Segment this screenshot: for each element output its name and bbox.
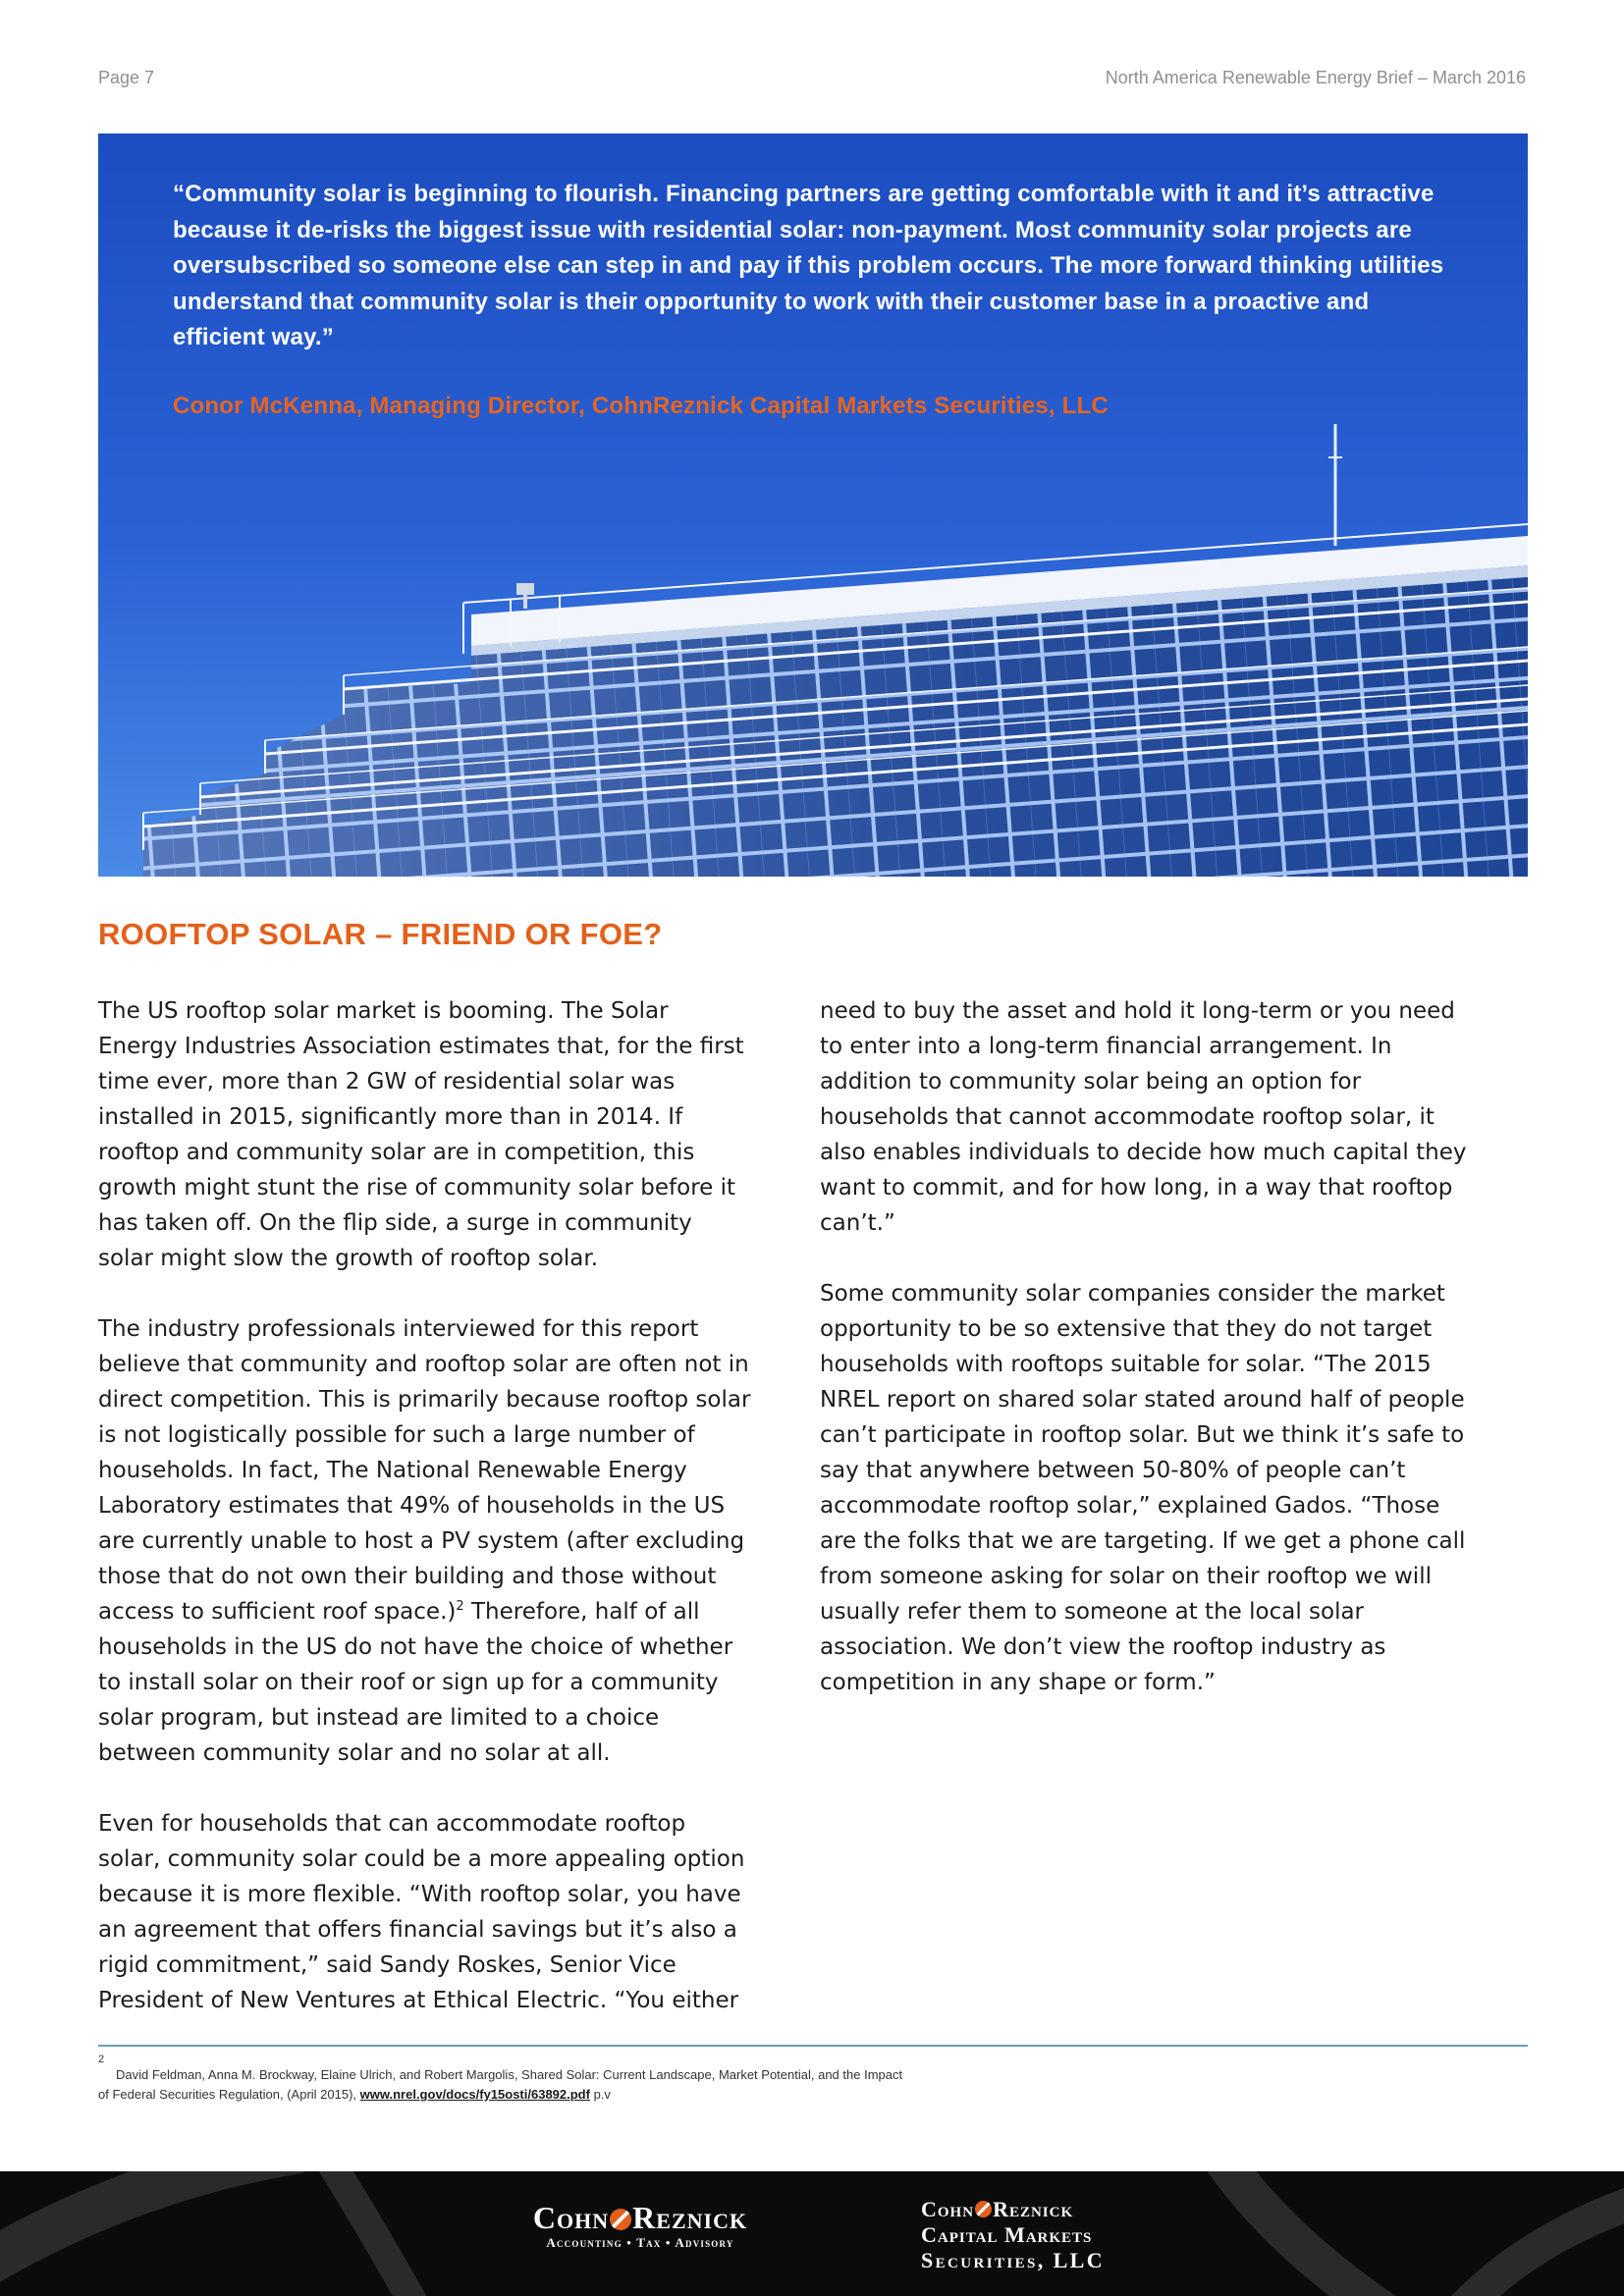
paragraph-1: The US rooftop solar market is booming. The Solar Energy Industries Association estimates that, for the first time ever, more than 2 GW of residential solar was installed in 2015, significantly more than in 2014. If rooftop and community solar are in competition, this growth might stunt the rise of community solar before it has taken off. On the flip side, a surge in community solar might slow the growth of rooftop solar.	[98, 998, 744, 1271]
securities-line: Securities, LLC	[921, 2248, 1105, 2272]
logo2-word-right: Reznick	[993, 2197, 1074, 2221]
footnote	[98, 2054, 903, 2105]
page-number: Page 7	[98, 68, 155, 87]
cohnreznick-tagline: Accounting • Tax • Advisory	[546, 2235, 734, 2250]
pull-quote-attribution: Conor McKenna, Managing Director, CohnReznick Capital Markets Securities, LLC	[173, 392, 1109, 419]
paragraph-2-text-a: The industry professionals interviewed for this report believe that community and rooftop solar are often not in direct competition. This is primarily because rooftop solar is not logistically possible for such a large number of households. In fact, The National Renewable Energy Laboratory estimates that 49% of households in the US are currently unable to host a PV system (after excluding those that do not own their building and those without access to sufficient roof space.)	[98, 1316, 751, 1625]
capital-markets-line: Capital Markets	[921, 2222, 1093, 2247]
logo2-word-left: Cohn	[921, 2197, 975, 2221]
capital-markets-wordmark	[921, 2197, 1147, 2222]
paragraph-3: Even for households that can accommodate rooftop solar, community solar could be a more appealing option because it is more flexible. “With rooftop solar, you have an agreement that offers financial savings but it’s also a rigid commitment,” said Sandy Roskes, Senior Vice President of New Ventures at Ethical Electric. “You either need to buy the asset and hold it long-term or you need to enter into a long-term financial arrangement. In addition to community solar being an option for households that cannot accommodate rooftop solar, it also enables individuals to decide how much capital they want to commit, and for how long, in a way that rooftop can’t.”	[98, 998, 1467, 2013]
hero-banner	[98, 133, 1528, 877]
cohnreznick-logo	[493, 2201, 787, 2252]
footnote-divider	[98, 2045, 1528, 2047]
circle-slash-icon	[610, 2209, 631, 2230]
footer-band	[0, 2171, 1624, 2296]
footnote-citation: David Feldman, Anna M. Brockway, Elaine Ulrich, and Robert Margolis, Shared Solar: Current Landscape, Market Potential, and the Impact of Federal Securities Regulation, (April 2015),	[98, 2067, 903, 2102]
swoosh-1	[0, 2171, 295, 2279]
section-heading: ROOFTOP SOLAR – FRIEND OR FOE?	[98, 917, 663, 951]
footer-decorative-swooshes	[0, 2171, 1624, 2296]
pull-quote-text: “Community solar is beginning to flourish. Financing partners are getting comfortable with it and it’s attractive because it de-risks the biggest issue with residential solar: non-payment. Most community solar projects are oversubscribed so someone else can step in and pay if this problem occurs. The more forward thinking utilities understand that community solar is their opportunity to work with their customer base in a proactive and efficient way.”	[173, 181, 1444, 350]
capital-markets-logo	[921, 2197, 1147, 2273]
cohnreznick-wordmark	[493, 2201, 787, 2234]
swoosh-4	[1453, 2191, 1624, 2296]
footnote-reference: 2	[456, 1599, 464, 1614]
paragraph-2	[98, 1311, 751, 1771]
circle-slash-icon	[975, 2201, 992, 2217]
paragraph-2-text-b: Therefore, half of all households in the US do not have the choice of whether to install solar on their roof or sign up for a community solar program, but instead are limited to a choice between community solar and no solar at all.	[98, 1599, 733, 1766]
footnote-text	[98, 2065, 903, 2105]
footnote-link[interactable]: www.nrel.gov/docs/fy15osti/63892.pdf	[359, 2087, 590, 2102]
swoosh-3	[1218, 2171, 1394, 2296]
document-title: North America Renewable Energy Brief – March 2016	[1105, 68, 1526, 87]
paragraph-4: Some community solar companies consider the market opportunity to be so extensive that they do not target households with rooftops suitable for solar. “The 2015 NREL report on shared solar stated around half of people can’t participate in rooftop solar. But we think it’s safe to say that anywhere between 50-80% of people can’t accommodate rooftop solar,” explained Gados. “Those are the folks that we are targeting. If we get a phone call from someone asking for solar on their rooftop we will usually refer them to someone at the local solar association. We don’t view the rooftop industry as competition in any shape or form.”	[820, 1281, 1466, 1695]
article-body	[98, 993, 1473, 2036]
swoosh-2	[324, 2171, 422, 2296]
footnote-number: 2	[98, 2054, 105, 2065]
pull-quote	[173, 177, 1449, 423]
footnote-suffix: p.v	[589, 2087, 611, 2102]
logo-word-left: Cohn	[532, 2200, 610, 2235]
logo-word-right: Reznick	[632, 2200, 748, 2235]
